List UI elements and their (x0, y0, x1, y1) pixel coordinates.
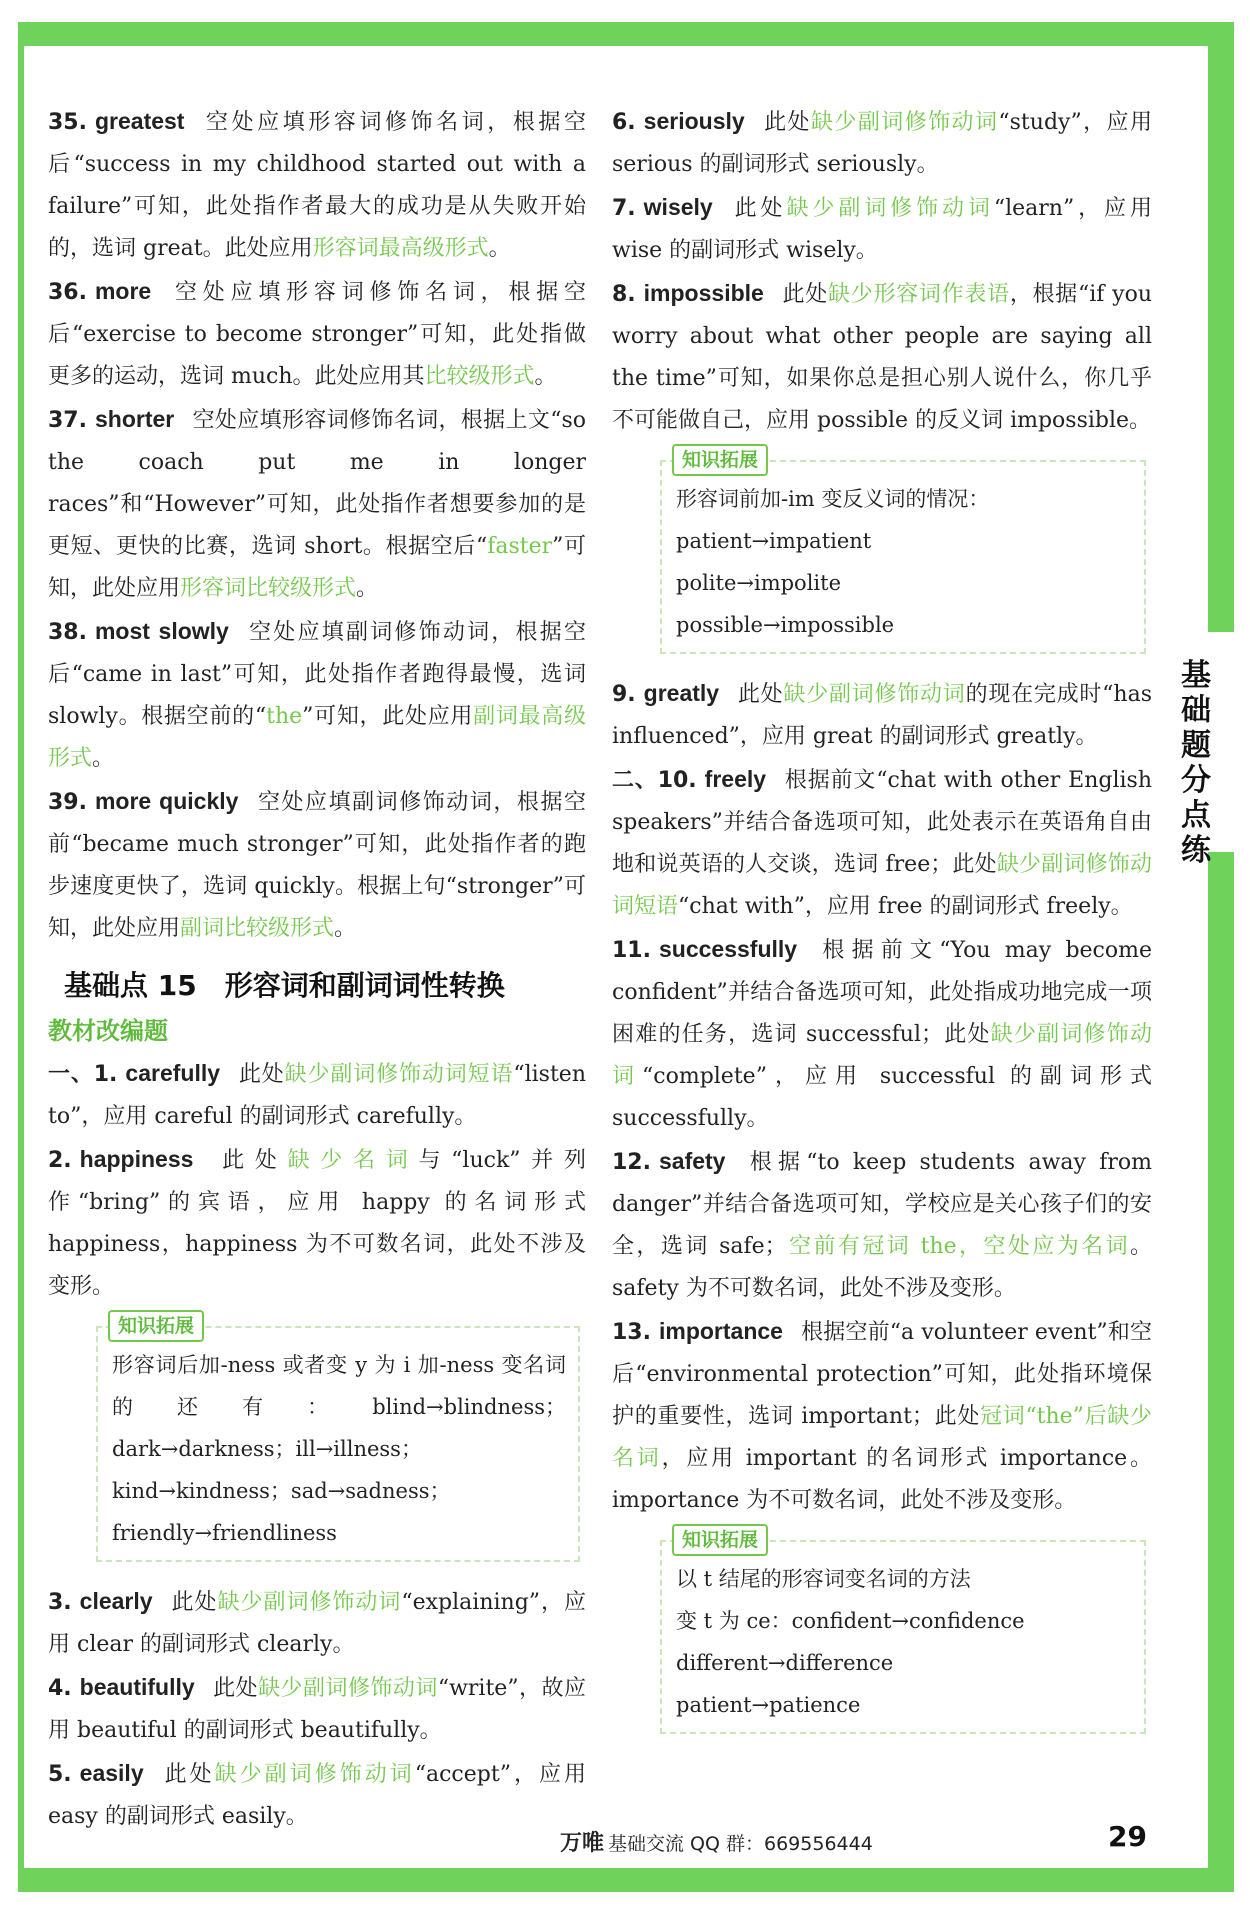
answer-7 (612, 186, 1152, 272)
item-number: 39. (48, 790, 87, 815)
answer-word: successfully (658, 936, 798, 962)
item-number: 38. (48, 620, 87, 645)
item-number: 7. (612, 196, 636, 221)
box-line: 以 t 结尾的形容词变名词的方法 (676, 1567, 971, 1591)
explanation-text: 与“luck”并列作“bring”的宾语，应用 happy 的名词形式 happiness，happiness 为不可数名词，此处不涉及变形。 (48, 1148, 586, 1299)
explanation-text: ”可知，此处应用 (302, 704, 474, 729)
answer-word: greatly (643, 680, 720, 706)
item-number: 13. (612, 1320, 651, 1345)
answer-word: clearly (79, 1588, 153, 1614)
explanation-text: 根据前文“You may become confident”并结合备选项可知，此处指成功地完成一项困难的任务，选词 successful；此处 (612, 938, 1152, 1047)
explanation-text: 。 (92, 746, 115, 771)
box-tag: 知识拓展 (672, 1524, 768, 1556)
highlight-text: 缺少副词修饰动词 (783, 682, 966, 707)
item-number: 37. (48, 408, 87, 433)
item-number: 8. (612, 282, 636, 307)
explanation-text: 空处应填形容词修饰名词，根据空后“success in my childhood started out with a failure”可知，此处指作者最大的成功是从失败开始的，选词 great。此处应用 (48, 110, 586, 261)
answer-word: happiness (79, 1146, 194, 1172)
box-line: 形容词前加-im 变反义词的情况： (676, 487, 990, 511)
explanation-text: “listen to”，应用 careful 的副词形式 carefully。 (48, 1062, 586, 1129)
answer-word: more quickly (94, 788, 239, 814)
explanation-text: 。 (334, 916, 357, 941)
explanation-text: 此处 (170, 1590, 218, 1615)
right-green-bar-upper (1208, 22, 1234, 632)
highlight-text: 缺少副词修饰动词 (258, 1676, 438, 1701)
box-tag: 知识拓展 (672, 444, 768, 476)
explanation-text: “study”，应用 serious 的副词形式 seriously。 (612, 110, 1152, 177)
right-green-bar-lower (1208, 852, 1234, 1892)
box-tag: 知识拓展 (108, 1310, 204, 1342)
answer-3 (48, 1580, 586, 1666)
footer-text: 基础交流 QQ 群：669556444 (608, 1833, 873, 1855)
answer-9 (612, 672, 1152, 758)
explanation-text: 此处 (161, 1762, 215, 1787)
explanation-text: 空处应填副词修饰动词，根据空前“became much stronger”可知，此处指作者的跑步速度更快了，选词 quickly。根据上句“stronger”可知，此处应用 (48, 790, 586, 941)
highlight-text: faster (487, 534, 553, 559)
page-number: 29 (1108, 1820, 1147, 1853)
explanation-text: 空处应填形容词修饰名词，根据上文“so the coach put me in longer races”和“However”可知，此处指作者想要参加的是更短、更快的比赛，选词 short。根据空后“ (48, 408, 586, 559)
highlight-text: 比较级形式 (424, 364, 535, 389)
explanation-text: 此处 (781, 282, 829, 307)
explanation-text: 此处 (730, 196, 787, 221)
item-number: 6. (612, 110, 636, 135)
explanation-text: 此处 (238, 1062, 285, 1087)
item-number: 9. (612, 682, 636, 707)
explanation-text: 。 (356, 576, 379, 601)
answer-10 (612, 758, 1152, 928)
answer-37 (48, 398, 586, 610)
highlight-text: 缺少副词修饰动词 (217, 1590, 402, 1615)
answer-35 (48, 100, 586, 270)
knowledge-extension-box (660, 449, 1146, 654)
explanation-text: “accept”，应用 easy 的副词形式 easily。 (48, 1762, 586, 1829)
left-column (48, 100, 586, 1838)
highlight-text: 缺少副词修饰动词 (214, 1762, 415, 1787)
answer-12 (612, 1140, 1152, 1310)
answer-8 (612, 272, 1152, 442)
footer (560, 1826, 873, 1857)
highlight-text: 缺少副词修饰动词 (612, 1022, 1152, 1089)
box-line: patient→impatient (676, 529, 872, 553)
explanation-text: 。safety 为不可数名词，此处不涉及变形。 (612, 1234, 1153, 1301)
right-column (612, 100, 1152, 1752)
highlight-text: 副词最高级形式 (48, 704, 586, 771)
knowledge-extension-box (96, 1315, 580, 1562)
explanation-text: ，根据“if you worry about what other people are saying all the time”可知，如果你总是担心别人说什么，你几乎不可能做自己，应用 possible 的反义词 impossible。 (612, 282, 1152, 433)
bottom-green-bar (18, 1868, 1216, 1892)
highlight-text: 缺少副词修饰动词短语 (284, 1062, 514, 1087)
answer-word: seriously (643, 108, 745, 134)
highlight-text: 缺少形容词作表语 (828, 282, 1010, 307)
answer-word: shorter (94, 406, 175, 432)
highlight-text: 缺少副词修饰动词短语 (612, 852, 1152, 919)
brand-logo: 万唯 (560, 1831, 605, 1856)
explanation-text: 。 (488, 236, 511, 261)
item-number: 5. (48, 1762, 72, 1787)
explanation-text: “chat with”，应用 free 的副词形式 freely。 (678, 894, 1133, 919)
item-number: 3. (48, 1590, 72, 1615)
explanation-text: 空处应填副词修饰动词，根据空后“came in last”可知，此处指作者跑得最慢，选词 slowly。根据空前的“ (48, 620, 586, 729)
explanation-text: 根据前文“chat with other English speakers”并结合备选项可知，此处表示在英语角自由地和说英语的人交谈，选词 free；此处 (612, 768, 1152, 877)
item-number: 36. (48, 280, 87, 305)
explanation-text: 根据“to keep students away from danger”并结合备选项可知，学校应是关心孩子们的安全，选词 safe； (612, 1150, 1152, 1259)
explanation-text: 。 (534, 364, 557, 389)
top-green-bar (18, 22, 1216, 46)
explanation-text: ，应用 important 的名词形式 importance。importance 为不可数名词，此处不涉及变形。 (612, 1446, 1152, 1513)
answer-39 (48, 780, 586, 950)
answer-word: carefully (125, 1060, 221, 1086)
box-line: polite→impolite (676, 571, 841, 595)
answer-word: safety (658, 1148, 726, 1174)
answer-13 (612, 1310, 1152, 1522)
explanation-text: 此处 (762, 110, 811, 135)
answer-38 (48, 610, 586, 780)
highlight-text: 形容词比较级形式 (180, 576, 357, 601)
side-section-label: 基础题分点练 (1181, 658, 1211, 868)
explanation-text: “learn”，应用 wise 的副词形式 wisely。 (612, 196, 1152, 263)
answer-word: most slowly (94, 618, 229, 644)
item-number: 11. (612, 938, 651, 963)
item-number: 12. (612, 1150, 651, 1175)
section-subtitle: 教材改编题 (48, 1017, 168, 1045)
explanation-text: 根据空前“a volunteer event”和空后“environmental protection”可知，此处指环境保护的重要性，选词 important；此处 (612, 1320, 1152, 1429)
explanation-text: “write”，故应用 beautiful 的副词形式 beautifully。 (48, 1676, 586, 1743)
box-line: patient→patience (676, 1693, 861, 1717)
box-line: 变 t 为 ce：confident→confidence (676, 1609, 1025, 1633)
answer-word: importance (658, 1318, 783, 1344)
answer-word: greatest (94, 108, 185, 134)
answer-11 (612, 928, 1152, 1140)
explanation-text: 此处 (212, 1676, 259, 1701)
answer-word: wisely (643, 194, 713, 220)
item-number: 4. (48, 1676, 72, 1701)
answer-word: more (94, 278, 152, 304)
left-green-bar (18, 22, 24, 1892)
box-line: different→difference (676, 1651, 894, 1675)
highlight-text: 缺少名词 (287, 1148, 419, 1173)
answer-word: beautifully (79, 1674, 195, 1700)
item-number: 二、10. (612, 768, 697, 793)
explanation-text: 此处 (211, 1148, 288, 1173)
knowledge-extension-box (660, 1529, 1146, 1734)
answer-word: easily (79, 1760, 144, 1786)
highlight-text: 空前有冠词 the，空处应为名词 (786, 1234, 1130, 1259)
answer-6 (612, 100, 1152, 186)
item-number: 一、1. (48, 1062, 118, 1087)
answer-4 (48, 1666, 586, 1752)
box-text: 形容词后加-ness 或者变 y 为 i 加-ness 变名词的还有：blind→blindness；dark→darkness；ill→illness；kind→kindness；sad→sadness；friendly→friendliness (112, 1353, 566, 1545)
answer-5 (48, 1752, 586, 1838)
explanation-text: 空处应填形容词修饰名词，根据空后“exercise to become stronger”可知，此处指做更多的运动，选词 much。此处应用其 (48, 280, 586, 389)
answer-word: freely (704, 766, 767, 792)
highlight-text: 形容词最高级形式 (312, 236, 489, 261)
item-number: 35. (48, 110, 87, 135)
section-title: 基础点 15 形容词和副词词性转换 (64, 969, 505, 1002)
highlight-text: 缺少副词修饰动词 (786, 196, 994, 221)
box-line: possible→impossible (676, 613, 895, 637)
explanation-text: 此处 (737, 682, 784, 707)
answer-2 (48, 1138, 586, 1308)
highlight-text: 缺少副词修饰动词 (810, 110, 999, 135)
highlight-text: 冠词“the”后缺少名词 (612, 1404, 1152, 1471)
highlight-text: 副词比较级形式 (180, 916, 335, 941)
highlight-text: the (266, 704, 303, 729)
answer-36 (48, 270, 586, 398)
answer-word: impossible (643, 280, 764, 306)
answer-1 (48, 1052, 586, 1138)
explanation-text: “explaining”，应用 clear 的副词形式 clearly。 (48, 1590, 586, 1657)
item-number: 2. (48, 1148, 72, 1173)
explanation-text: 的现在完成时“has influenced”，应用 great 的副词形式 greatly。 (612, 682, 1152, 749)
explanation-text: “complete”，应用 successful 的副词形式 successfully。 (612, 1064, 1152, 1131)
explanation-text: ”可知，此处应用 (48, 534, 586, 601)
